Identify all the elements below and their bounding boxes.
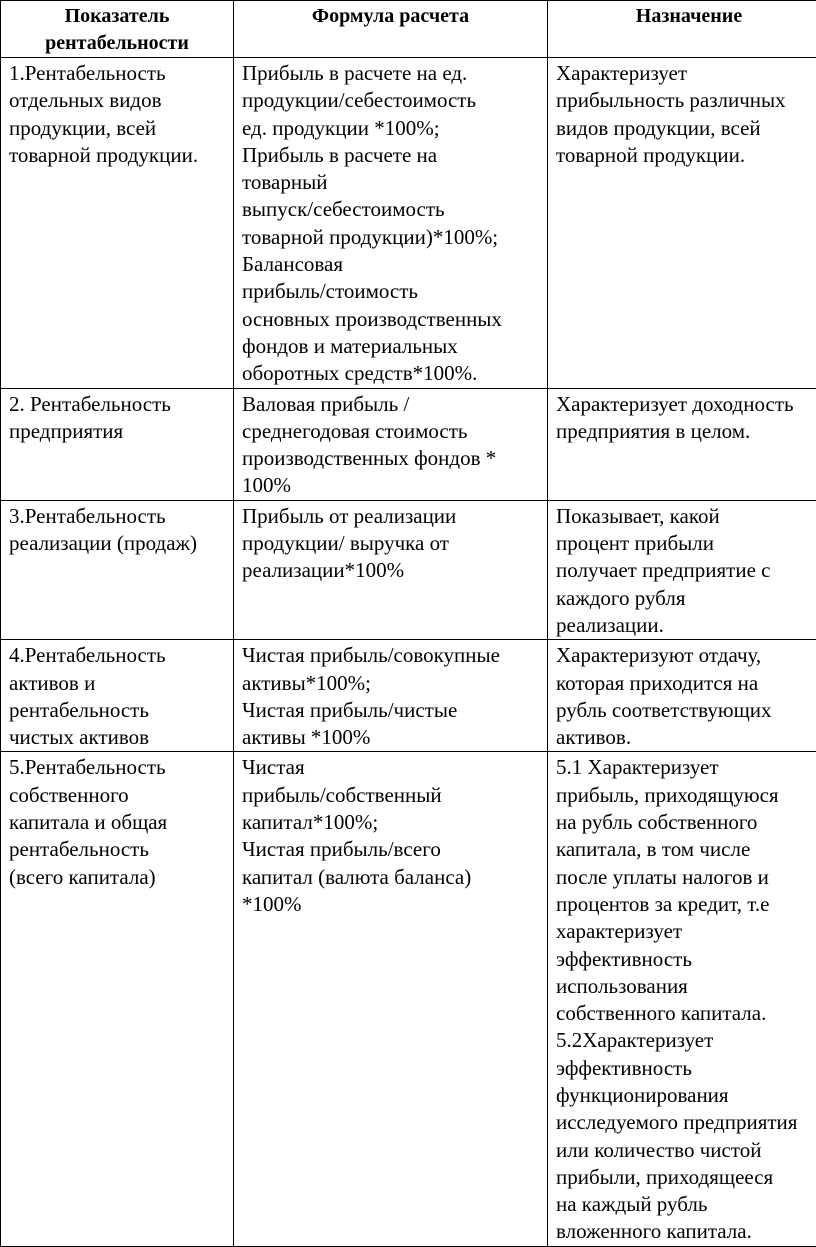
formula-cell — [234, 388, 548, 500]
formula-text: Чистая прибыль/собственный капитал*100%; Чистая прибыль/всего капитал (валюта баланса) *100% — [242, 752, 541, 918]
indicator-text: 2. Рентабельность предприятия — [9, 389, 227, 446]
purpose-cell — [548, 58, 816, 389]
header-indicator: Показатель рентабельности — [1, 1, 234, 58]
purpose-text: Характеризует доходность предприятия в целом. — [556, 389, 816, 446]
formula-cell — [234, 500, 548, 639]
purpose-text: Характеризуют отдачу, которая приходится на рубль соответствующих активов. — [556, 640, 816, 751]
table-header — [1, 1, 816, 58]
purpose-text: 5.1 Характеризует прибыль, приходящуюся на рубль собственного капитала, в том числе после уплаты налогов и процентов за кредит, т.е характеризует эффективность использования собственного капитала. 5.2Характеризует эффективность функционирования исследуемого предприятия или количество чистой прибыли, приходящееся на каждый рубль вложенного капитала. — [556, 752, 816, 1245]
indicator-text: 1.Рентабельность отдельных видов продукции, всей товарной продукции. — [9, 58, 227, 169]
formula-cell — [234, 752, 548, 1247]
table-row — [1, 388, 816, 500]
indicator-cell — [1, 640, 234, 752]
table-row — [1, 640, 816, 752]
indicator-cell — [1, 500, 234, 639]
indicator-cell — [1, 58, 234, 389]
purpose-cell — [548, 500, 816, 639]
purpose-cell — [548, 640, 816, 752]
indicator-cell — [1, 388, 234, 500]
formula-text: Валовая прибыль / среднегодовая стоимость производственных фондов * 100% — [242, 389, 541, 500]
purpose-text: Характеризует прибыльность различных видов продукции, всей товарной продукции. — [556, 58, 816, 169]
purpose-text: Показывает, какой процент прибыли получает предприятие с каждого рубля реализации. — [556, 501, 816, 639]
purpose-cell — [548, 388, 816, 500]
table-row — [1, 58, 816, 389]
formula-text: Чистая прибыль/совокупные активы*100%; Чистая прибыль/чистые активы *100% — [242, 640, 541, 751]
indicator-text: 4.Рентабельность активов и рентабельность чистых активов — [9, 640, 227, 751]
formula-cell — [234, 58, 548, 389]
header-purpose: Назначение — [548, 1, 816, 58]
table-row — [1, 500, 816, 639]
formula-text: Прибыль от реализации продукции/ выручка от реализации*100% — [242, 501, 541, 585]
table-row — [1, 752, 816, 1247]
indicator-text: 3.Рентабельность реализации (продаж) — [9, 501, 227, 558]
table-body — [1, 58, 816, 1247]
header-formula: Формула расчета — [234, 1, 548, 58]
header-row — [1, 1, 816, 58]
indicator-cell — [1, 752, 234, 1247]
formula-text: Прибыль в расчете на ед. продукции/себестоимость ед. продукции *100%; Прибыль в расчете на товарный выпуск/себестоимость товарной продукции)*100%; Балансовая прибыль/стоимость основных производственных фондов и материальных оборотных средств*100%. — [242, 58, 541, 388]
purpose-cell — [548, 752, 816, 1247]
formula-cell — [234, 640, 548, 752]
indicator-text: 5.Рентабельность собственного капитала и общая рентабельность (всего капитала) — [9, 752, 227, 890]
